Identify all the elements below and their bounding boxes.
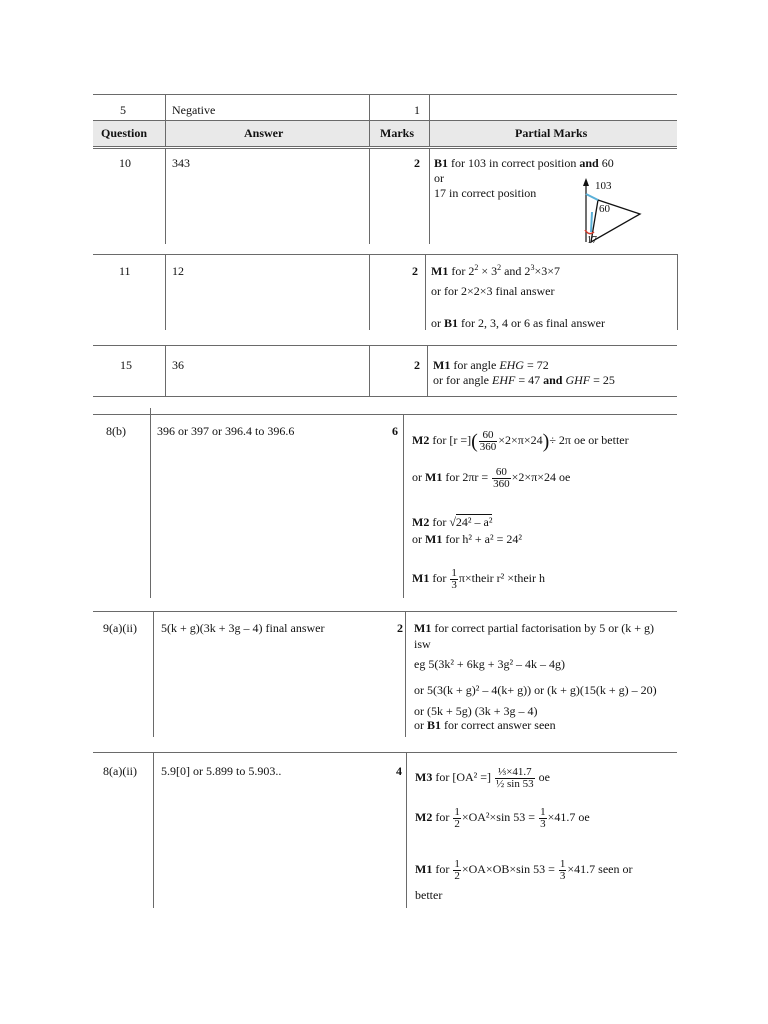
partial-marks-line: B1 for 103 in correct position and 60 (434, 156, 614, 170)
svg-text:60: 60 (599, 203, 610, 215)
marks-value: 2 (414, 156, 420, 170)
partial-marks-line: M3 for [OA² =] $\frac{\text{⅓×41.7}}{\text{½ sin 53}}$ oe (415, 765, 550, 790)
partial-marks-line: M1 for $\frac{1}{2}$ ×OA×OB×sin 53 = $\frac{1}{3}$ ×41.7 seen or (415, 857, 633, 882)
answer-text: 396 or 397 or 396.4 to 396.6 (157, 424, 295, 438)
partial-marks-line: or 5(3(k + g)² – 4(k+ g)) or (k + g)(15(k + g) – 20) (414, 683, 657, 697)
question-number: 15 (120, 358, 132, 372)
partial-marks-line: M2 for √24² – a² (412, 515, 493, 529)
partial-marks-line: or for 2×2×3 final answer (431, 284, 555, 298)
angle-diagram (578, 174, 652, 246)
partial-marks-line: M1 for $\frac{1}{3}$ π×their r² ×their h (412, 566, 545, 591)
question-number: 8(b) (106, 424, 126, 438)
question-number: 9(a)(ii) (103, 621, 137, 635)
answer-text: 5(k + g)(3k + 3g – 4) final answer (161, 621, 325, 635)
svg-text:103: 103 (595, 180, 612, 192)
partial-marks-line: M2 for $\frac{1}{2}$ ×OA²×sin 53 = $\frac{1}{3}$ ×41.7 oe (415, 805, 590, 830)
partial-marks-line: or B1 for 2, 3, 4 or 6 as final answer (431, 316, 605, 330)
header-marks: Marks (380, 126, 414, 140)
answer-text: 36 (172, 358, 184, 372)
marks-value: 4 (396, 764, 402, 778)
marks-value: 2 (412, 264, 418, 278)
svg-text:17: 17 (587, 235, 597, 246)
marks-value: 6 (392, 424, 398, 438)
partial-marks-line: M2 for [r =]( $\frac{60}{360}$ ×2×π×24)÷ 2π oe or better (412, 428, 629, 453)
partial-marks-or: or (434, 171, 444, 185)
header-partial-marks: Partial Marks (515, 126, 588, 140)
partial-marks-line: or (5k + 5g) (3k + 3g – 4) (414, 704, 538, 718)
partial-marks-line: M1 for correct partial factorisation by 5 or (k + g) (414, 621, 655, 635)
partial-marks-line: eg 5(3k² + 6kg + 3g² – 4k – 4g) (414, 657, 566, 671)
answer-text: 12 (172, 264, 184, 278)
marks-value: 1 (414, 103, 420, 117)
partial-marks-line: better (415, 888, 443, 902)
partial-marks-line: M1 for angle EHG = 72 (433, 358, 549, 372)
question-number: 10 (119, 156, 131, 170)
marks-value: 2 (414, 358, 420, 372)
header-answer: Answer (244, 126, 284, 140)
header-question: Question (101, 126, 148, 140)
answer-text: Negative (172, 103, 216, 117)
partial-marks-line: or M1 for h² + a² = 24² (412, 532, 522, 546)
answer-text: 343 (172, 156, 190, 170)
partial-marks-line: 17 in correct position (434, 186, 537, 200)
question-number: 5 (120, 103, 126, 117)
partial-marks-line: isw (414, 637, 431, 651)
partial-marks-line: or B1 for correct answer seen (414, 718, 556, 732)
question-number: 8(a)(ii) (103, 764, 137, 778)
marks-value: 2 (397, 621, 403, 635)
partial-marks-line: M1 for $2^2 \times 3^2$ and $2^3\times 3\times 7$ (431, 263, 560, 278)
answer-text: 5.9[0] or 5.899 to 5.903.. (161, 764, 282, 778)
question-number: 11 (119, 264, 131, 278)
partial-marks-line: or for angle EHF = 47 and GHF = 25 (433, 373, 615, 387)
partial-marks-line: or M1 for 2πr = $\frac{60}{360}$ ×2×π×24 oe (412, 465, 571, 490)
